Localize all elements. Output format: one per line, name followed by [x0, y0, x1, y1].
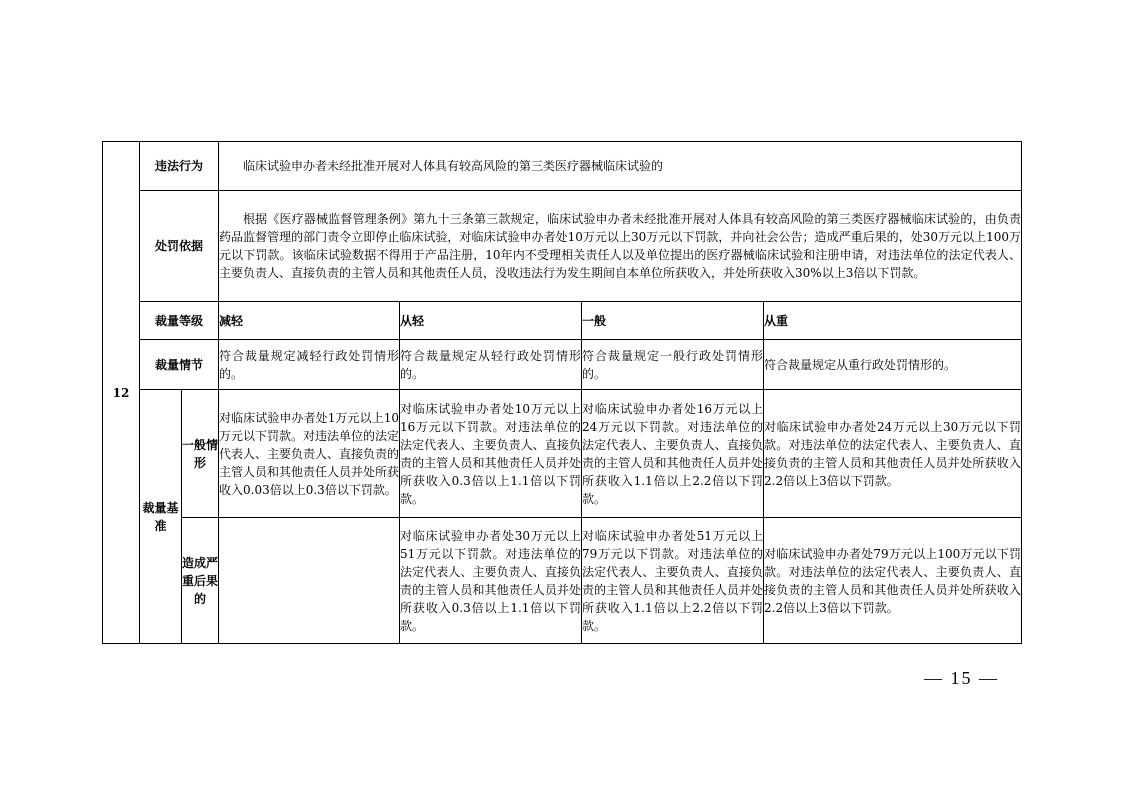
standard-label: 裁量基准 [140, 390, 182, 644]
serious-mitigated [219, 518, 400, 644]
general-general: 对临床试验申办者处16万元以上24万元以下罚款。对违法单位的法定代表人、主要负责人、直接负责的主管人员和其他责任人员并处所获收入1.1倍以上2.2倍以下罚款。 [582, 390, 764, 518]
general-mitigated: 对临床试验申办者处1万元以上10万元以下罚款。对违法单位的法定代表人、主要负责人、直接负责的主管人员和其他责任人员并处所获收入0.03倍以上0.3倍以下罚款。 [219, 390, 400, 518]
general-case-label: 一般情形 [182, 390, 219, 518]
level-lenient: 从轻 [400, 302, 582, 340]
level-general: 一般 [582, 302, 764, 340]
row-number: 12 [103, 142, 140, 644]
circumstances-label: 裁量情节 [140, 340, 219, 390]
serious-lenient: 对临床试验申办者处30万元以上51万元以下罚款。对违法单位的法定代表人、主要负责人、直接负责的主管人员和其他责任人员并处所获收入0.3倍以上1.1倍以下罚款。 [400, 518, 582, 644]
circumstance-lenient: 符合裁量规定从轻行政处罚情形的。 [400, 340, 582, 390]
serious-general: 对临床试验申办者处51万元以上79万元以下罚款。对违法单位的法定代表人、主要负责人、直接负责的主管人员和其他责任人员并处所获收入1.1倍以上2.2倍以下罚款。 [582, 518, 764, 644]
violation-text: 临床试验申办者未经批准开展对人体具有较高风险的第三类医疗器械临床试验的 [219, 142, 1022, 191]
serious-case-label: 造成严重后果的 [182, 518, 219, 644]
general-lenient: 对临床试验申办者处10万元以上16万元以下罚款。对违法单位的法定代表人、主要负责人、直接负责的主管人员和其他责任人员并处所获收入0.3倍以上1.1倍以下罚款。 [400, 390, 582, 518]
circumstance-mitigated: 符合裁量规定减轻行政处罚情形的。 [219, 340, 400, 390]
page-number: — 15 — [924, 668, 999, 688]
circumstance-general: 符合裁量规定一般行政处罚情形的。 [582, 340, 764, 390]
levels-label: 裁量等级 [140, 302, 219, 340]
circumstance-severe: 符合裁量规定从重行政处罚情形的。 [764, 340, 1022, 390]
violation-label: 违法行为 [140, 142, 219, 191]
general-severe: 对临床试验申办者处24万元以上30万元以下罚款。对违法单位的法定代表人、主要负责人、直接负责的主管人员和其他责任人员并处所获收入2.2倍以上3倍以下罚款。 [764, 390, 1022, 518]
serious-severe: 对临床试验申办者处79万元以上100万元以下罚款。对违法单位的法定代表人、主要负责人、直接负责的主管人员和其他责任人员并处所获收入2.2倍以上3倍以下罚款。 [764, 518, 1022, 644]
basis-label: 处罚依据 [140, 191, 219, 302]
level-severe: 从重 [764, 302, 1022, 340]
basis-text: 根据《医疗器械监督管理条例》第九十三条第三款规定，临床试验申办者未经批准开展对人体具有较高风险的第三类医疗器械临床试验的，由负责药品监督管理的部门责令立即停止临床试验，对临床试验申办者处10万元以上30万元以下罚款，并向社会公告；造成严重后果的，处30万元以上100万元以下罚款。该临床试验数据不得用于产品注册，10年内不受理相关责任人以及单位提出的医疗器械临床试验和注册申请，对违法单位的法定代表人、主要负责人、直接负责的主管人员和其他责任人员，没收违法行为发生期间自本单位所获收入，并处所获收入30%以上3倍以下罚款。 [219, 191, 1022, 302]
discretion-standard-table [102, 141, 1022, 644]
level-mitigated: 减轻 [219, 302, 400, 340]
